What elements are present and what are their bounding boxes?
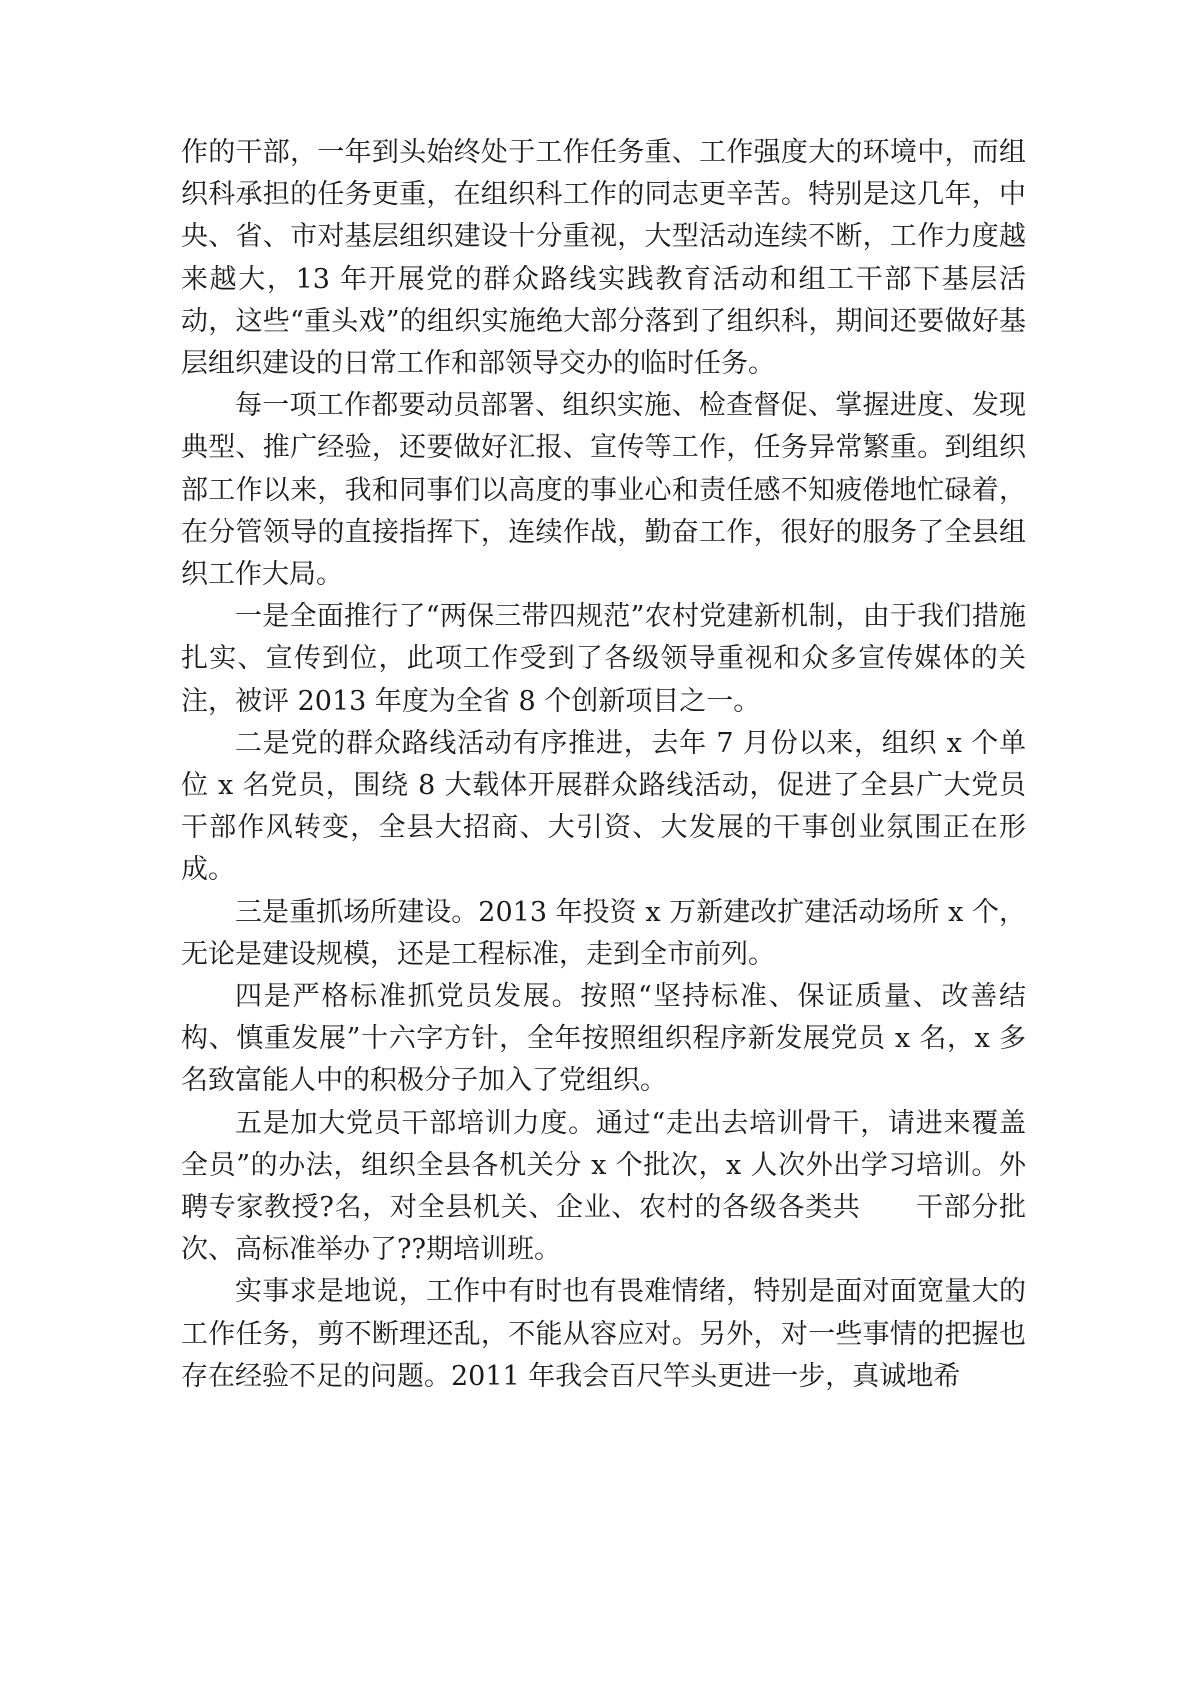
paragraph-item-one: 一是全面推行了“两保三带四规范”农村党建新机制，由于我们措施扎实、宣传到位，此项工作受到了各级领导重视和众多宣传媒体的关注，被评 2013 年度为全省 8 个创新项目之一。: [181, 601, 1026, 717]
document-page: [181, 132, 1026, 1398]
paragraph-reflection: 实事求是地说，工作中有时也有畏难情绪，特别是面对面宽量大的工作任务，剪不断理还乱，不能从容应对。另外，对一些事情的把握也存在经验不足的问题。2011 年我会百尺竿头更进一步，真诚地希: [181, 1276, 1026, 1392]
paragraph-item-five: 五是加大党员干部培训力度。通过“走出去培训骨干，请进来覆盖全员”的办法，组织全县各机关分 x 个批次，x 人次外出学习培训。外聘专家教授?名，对全县机关、企业、农村的各级各类共 干部分批次、高标准举办了??期培训班。: [181, 1107, 1026, 1266]
paragraph-item-two: 二是党的群众路线活动有序推进，去年 7 月份以来，组织 x 个单位 x 名党员，围绕 8 大载体开展群众路线活动，促进了全县广大党员干部作风转变，全县大招商、大引资、大发展的干事创业氛围正在形成。: [181, 727, 1026, 886]
paragraph-item-three: 三是重抓场所建设。2013 年投资 x 万新建改扩建活动场所 x 个，无论是建设规模，还是工程标准，走到全市前列。: [181, 896, 1026, 970]
paragraph-workload: 每一项工作都要动员部署、组织实施、检查督促、掌握进度、发现典型、推广经验，还要做好汇报、宣传等工作，任务异常繁重。到组织部工作以来，我和同事们以高度的事业心和责任感不知疲倦地忙碌着，在分管领导的直接指挥下，连续作战，勤奋工作，很好的服务了全县组织工作大局。: [181, 390, 1026, 591]
paragraph-item-four: 四是严格标准抓党员发展。按照“坚持标准、保证质量、改善结构、慎重发展”十六字方针，全年按照组织程序新发展党员 x 名，x 多名致富能人中的积极分子加入了党组织。: [181, 981, 1026, 1097]
paragraph-continuation: 作的干部，一年到头始终处于工作任务重、工作强度大的环境中，而组织科承担的任务更重，在组织科工作的同志更辛苦。特别是这几年，中央、省、市对基层组织建设十分重视，大型活动连续不断，工作力度越来越大，13 年开展党的群众路线实践教育活动和组工干部下基层活动，这些“重头戏”的组织实施绝大部分落到了组织科，期间还要做好基层组织建设的日常工作和部领导交办的临时任务。: [181, 137, 1026, 380]
